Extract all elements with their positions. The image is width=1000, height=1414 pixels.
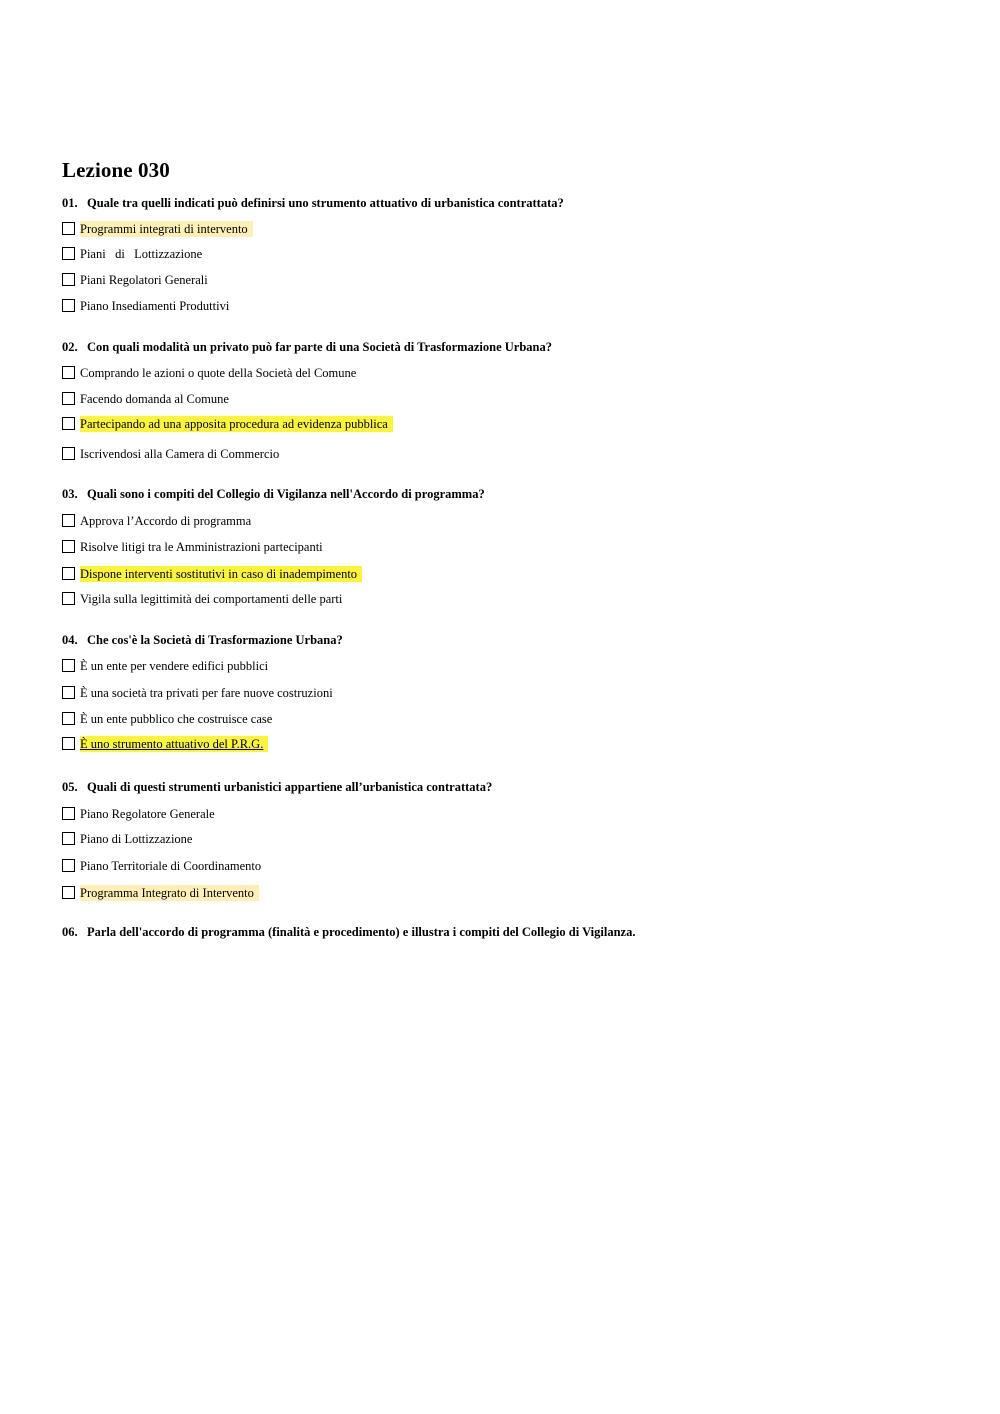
- answer-label: È una società tra privati per fare nuove costruzioni: [80, 686, 333, 700]
- question-text: Che cos'è la Società di Trasformazione Urbana?: [87, 633, 343, 647]
- checkbox[interactable]: [62, 859, 75, 872]
- checkbox[interactable]: [62, 686, 75, 699]
- checkbox[interactable]: [62, 514, 75, 527]
- answer-label: È un ente pubblico che costruisce case: [80, 712, 273, 726]
- checkbox[interactable]: [62, 222, 75, 235]
- checkbox[interactable]: [62, 886, 75, 899]
- question-05: [62, 780, 492, 795]
- question-02: [62, 340, 552, 355]
- answer-label: Vigila sulla legittimità dei comportamenti delle parti: [80, 592, 343, 606]
- question-number: 02.: [62, 340, 78, 354]
- question-01: [62, 196, 564, 211]
- question-number: 06.: [62, 925, 78, 939]
- answer-label: Piano Insediamenti Produttivi: [80, 299, 230, 313]
- question-number: 04.: [62, 633, 78, 647]
- checkbox[interactable]: [62, 540, 75, 553]
- checkbox[interactable]: [62, 659, 75, 672]
- checkbox[interactable]: [62, 592, 75, 605]
- question-text: Con quali modalità un privato può far parte di una Società di Trasformazione Urbana?: [87, 340, 552, 354]
- answer-label: Facendo domanda al Comune: [80, 392, 229, 406]
- checkbox[interactable]: [62, 366, 75, 379]
- page-title: Lezione 030: [62, 158, 170, 182]
- answer-label: Approva l’Accordo di programma: [80, 514, 252, 528]
- checkbox[interactable]: [62, 273, 75, 286]
- question-text: Quale tra quelli indicati può definirsi uno strumento attuativo di urbanistica contrattata?: [87, 196, 564, 210]
- answer-label: Partecipando ad una apposita procedura ad evidenza pubblica: [80, 416, 393, 432]
- question-number: 03.: [62, 487, 78, 501]
- checkbox[interactable]: [62, 567, 75, 580]
- question-text: Quali di questi strumenti urbanistici appartiene all’urbanistica contrattata?: [87, 780, 493, 794]
- checkbox[interactable]: [62, 299, 75, 312]
- checkbox[interactable]: [62, 807, 75, 820]
- checkbox[interactable]: [62, 832, 75, 845]
- answer-label: Piano Territoriale di Coordinamento: [80, 859, 262, 873]
- answer-label: È un ente per vendere edifici pubblici: [80, 659, 269, 673]
- answer-label: Risolve litigi tra le Amministrazioni partecipanti: [80, 540, 323, 554]
- checkbox[interactable]: [62, 737, 75, 750]
- question-number: 05.: [62, 780, 78, 794]
- question-text: Parla dell'accordo di programma (finalità e procedimento) e illustra i compiti del Collegio di Vigilanza.: [87, 925, 636, 939]
- checkbox[interactable]: [62, 447, 75, 460]
- answer-label: È uno strumento attuativo del P.R.G.: [80, 736, 268, 752]
- checkbox[interactable]: [62, 417, 75, 430]
- answer-label: Piano di Lottizzazione: [80, 832, 193, 846]
- answer-label: Piani Regolatori Generali: [80, 273, 208, 287]
- answer-label: Iscrivendosi alla Camera di Commercio: [80, 447, 280, 461]
- answer-label: Dispone interventi sostitutivi in caso di inadempimento: [80, 566, 362, 582]
- answer-label: Comprando le azioni o quote della Società del Comune: [80, 366, 357, 380]
- answer-label: Programma Integrato di Intervento: [80, 885, 259, 901]
- question-06: [62, 925, 635, 940]
- answer-label: Piani di Lottizzazione: [80, 247, 203, 261]
- question-04: [62, 633, 343, 648]
- checkbox[interactable]: [62, 712, 75, 725]
- checkbox[interactable]: [62, 247, 75, 260]
- checkbox[interactable]: [62, 392, 75, 405]
- answer-label: Piano Regolatore Generale: [80, 807, 215, 821]
- question-text: Quali sono i compiti del Collegio di Vigilanza nell'Accordo di programma?: [87, 487, 485, 501]
- question-number: 01.: [62, 196, 78, 210]
- question-03: [62, 487, 485, 502]
- answer-label: Programmi integrati di intervento: [80, 221, 253, 237]
